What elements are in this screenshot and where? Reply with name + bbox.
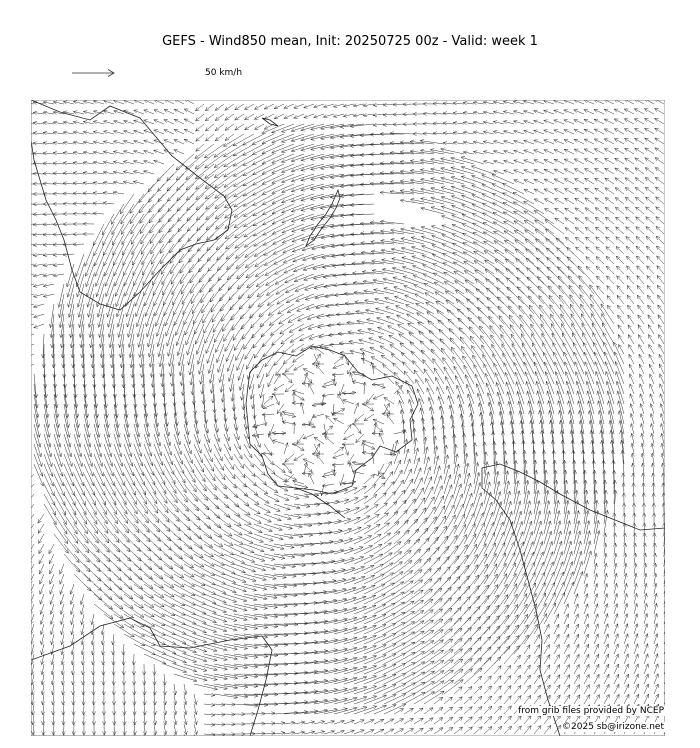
map-title: GEFS - Wind850 mean, Init: 20250725 00z - Valid: week 1 <box>162 34 538 49</box>
wind-arrows <box>23 99 669 745</box>
source-credit: from grib files provided by NCEP <box>518 706 664 716</box>
copyright-credit: ©2025 sb@irizone.net <box>562 722 664 732</box>
legend-scale-label: 50 km/h <box>205 68 243 78</box>
wind-vector-field <box>23 99 669 745</box>
